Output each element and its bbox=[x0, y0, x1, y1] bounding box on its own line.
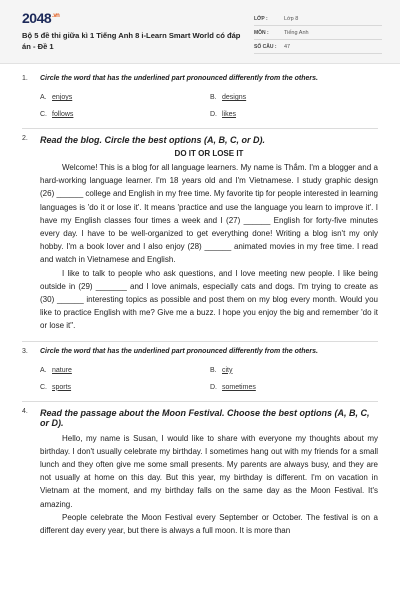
option-letter: C. bbox=[40, 383, 47, 391]
question-1 bbox=[0, 75, 400, 118]
option-word: nature bbox=[52, 366, 72, 374]
option-word: city bbox=[222, 366, 233, 374]
question-prompt: Circle the word that has the underlined part pronounced differently from the others. bbox=[40, 75, 318, 82]
option-letter: B. bbox=[210, 94, 217, 101]
meta-row-class bbox=[254, 12, 382, 26]
option-letter: D. bbox=[210, 383, 217, 391]
divider bbox=[22, 128, 378, 129]
option-d[interactable] bbox=[210, 111, 380, 118]
option-word: likes bbox=[222, 111, 237, 118]
option-word: designs bbox=[222, 94, 247, 101]
passage-paragraph: Hello, my name is Susan, I would like to share with everyone my thoughts about my birthday. I don't usually celebrate my birthday. I sometimes hang out with my friends for a small lunch and they often give me some small presents. My parents are always busy, and they are not usually at home on this day. But this year, my birthday is different. I'm on vacation in Vietnam at the moment, and my birthday falls on the same day as the Moon Festival. It's amazing. bbox=[40, 433, 378, 509]
meta-label: LỚP : bbox=[254, 16, 268, 22]
option-b[interactable] bbox=[210, 94, 380, 101]
option-letter: A. bbox=[40, 94, 47, 101]
option-letter: D. bbox=[210, 111, 217, 118]
meta-value: Tiếng Anh bbox=[284, 30, 309, 36]
option-word: enjoys bbox=[52, 94, 73, 101]
option-letter: B. bbox=[210, 366, 217, 374]
meta-label: SỐ CÂU : bbox=[254, 44, 277, 50]
logo-text: 2048 bbox=[22, 10, 52, 26]
option-d[interactable] bbox=[210, 384, 380, 391]
option-word: sports bbox=[52, 383, 72, 391]
meta-value: 47 bbox=[284, 44, 291, 50]
option-word: sometimes bbox=[222, 383, 256, 391]
questions-list bbox=[0, 75, 400, 543]
question-prompt: Circle the word that has the underlined part pronounced differently from the others. bbox=[40, 347, 318, 355]
answer-options bbox=[40, 94, 378, 118]
option-word: follows bbox=[52, 111, 74, 118]
document-meta bbox=[254, 12, 382, 54]
meta-label: MÔN : bbox=[254, 30, 269, 36]
question-3 bbox=[0, 348, 400, 391]
question-number: 3. bbox=[22, 347, 28, 355]
meta-row-subject bbox=[254, 26, 382, 40]
option-c[interactable] bbox=[40, 111, 210, 118]
question-number: 1. bbox=[22, 75, 28, 82]
answer-options bbox=[40, 367, 378, 391]
option-letter: C. bbox=[40, 111, 47, 118]
option-c[interactable] bbox=[40, 384, 210, 391]
passage-title: DO IT OR LOSE IT bbox=[174, 149, 244, 158]
question-number: 4. bbox=[22, 407, 28, 415]
passage-paragraph: People celebrate the Moon Festival every September or October. The festival is on a different day every year, but there is always a full moon. It is more than bbox=[40, 512, 378, 536]
document-header bbox=[0, 0, 400, 64]
question-4 bbox=[0, 408, 400, 538]
logo-suffix: .vn bbox=[52, 13, 60, 20]
divider bbox=[22, 341, 378, 342]
question-prompt: Read the passage about the Moon Festival. Choose the best options (A, B, C, or D). bbox=[40, 407, 370, 428]
option-a[interactable] bbox=[40, 367, 210, 374]
divider bbox=[22, 401, 378, 402]
document-title: Bộ 5 đề thi giữa kì 1 Tiếng Anh 8 i-Learn Smart World có đáp án - Đề 1 bbox=[22, 31, 241, 51]
passage-paragraph: I like to talk to people who ask questions, and I love meeting new people. I like being outside in (29) _______ and I love animals, especially cats and dogs. I'm trying to create as (30) ______ interesting topics as possible and post them on my blog every month. Would you like to practice English with me? Give me a buzz. I hope you enjoy the big and remember 'do it or lose it". bbox=[40, 268, 378, 331]
option-b[interactable] bbox=[210, 367, 380, 374]
option-letter: A. bbox=[40, 366, 47, 374]
option-a[interactable] bbox=[40, 94, 210, 101]
meta-row-count bbox=[254, 40, 382, 54]
question-2 bbox=[0, 135, 400, 333]
passage-paragraph: Welcome! This is a blog for all language learners. My name is Thắm. I'm a blogger and a hard-working language learner. I'm 18 years old and I'm Vietnamese. I study graphic design (26) ______ college and English in my free time. My favorite tip for people interested in learning languages is 'do it or lose it'. It means 'practice and use the language you learn to improve it'. I have my English classes four times a week and I (27) ______ English for forty-five minutes every day. I have to be well-organized to get everything done! Writing a blog isn't my only hobby. I'm a book lover and I also enjoy (28) ______ animated movies in my free time. I read and watch in Vietnamese and English. bbox=[40, 163, 378, 265]
meta-value: Lớp 8 bbox=[284, 16, 299, 22]
question-number: 2. bbox=[22, 135, 28, 142]
question-prompt: Read the blog. Circle the best options (A, B, C, or D). bbox=[40, 135, 266, 145]
site-logo[interactable] bbox=[22, 10, 59, 26]
